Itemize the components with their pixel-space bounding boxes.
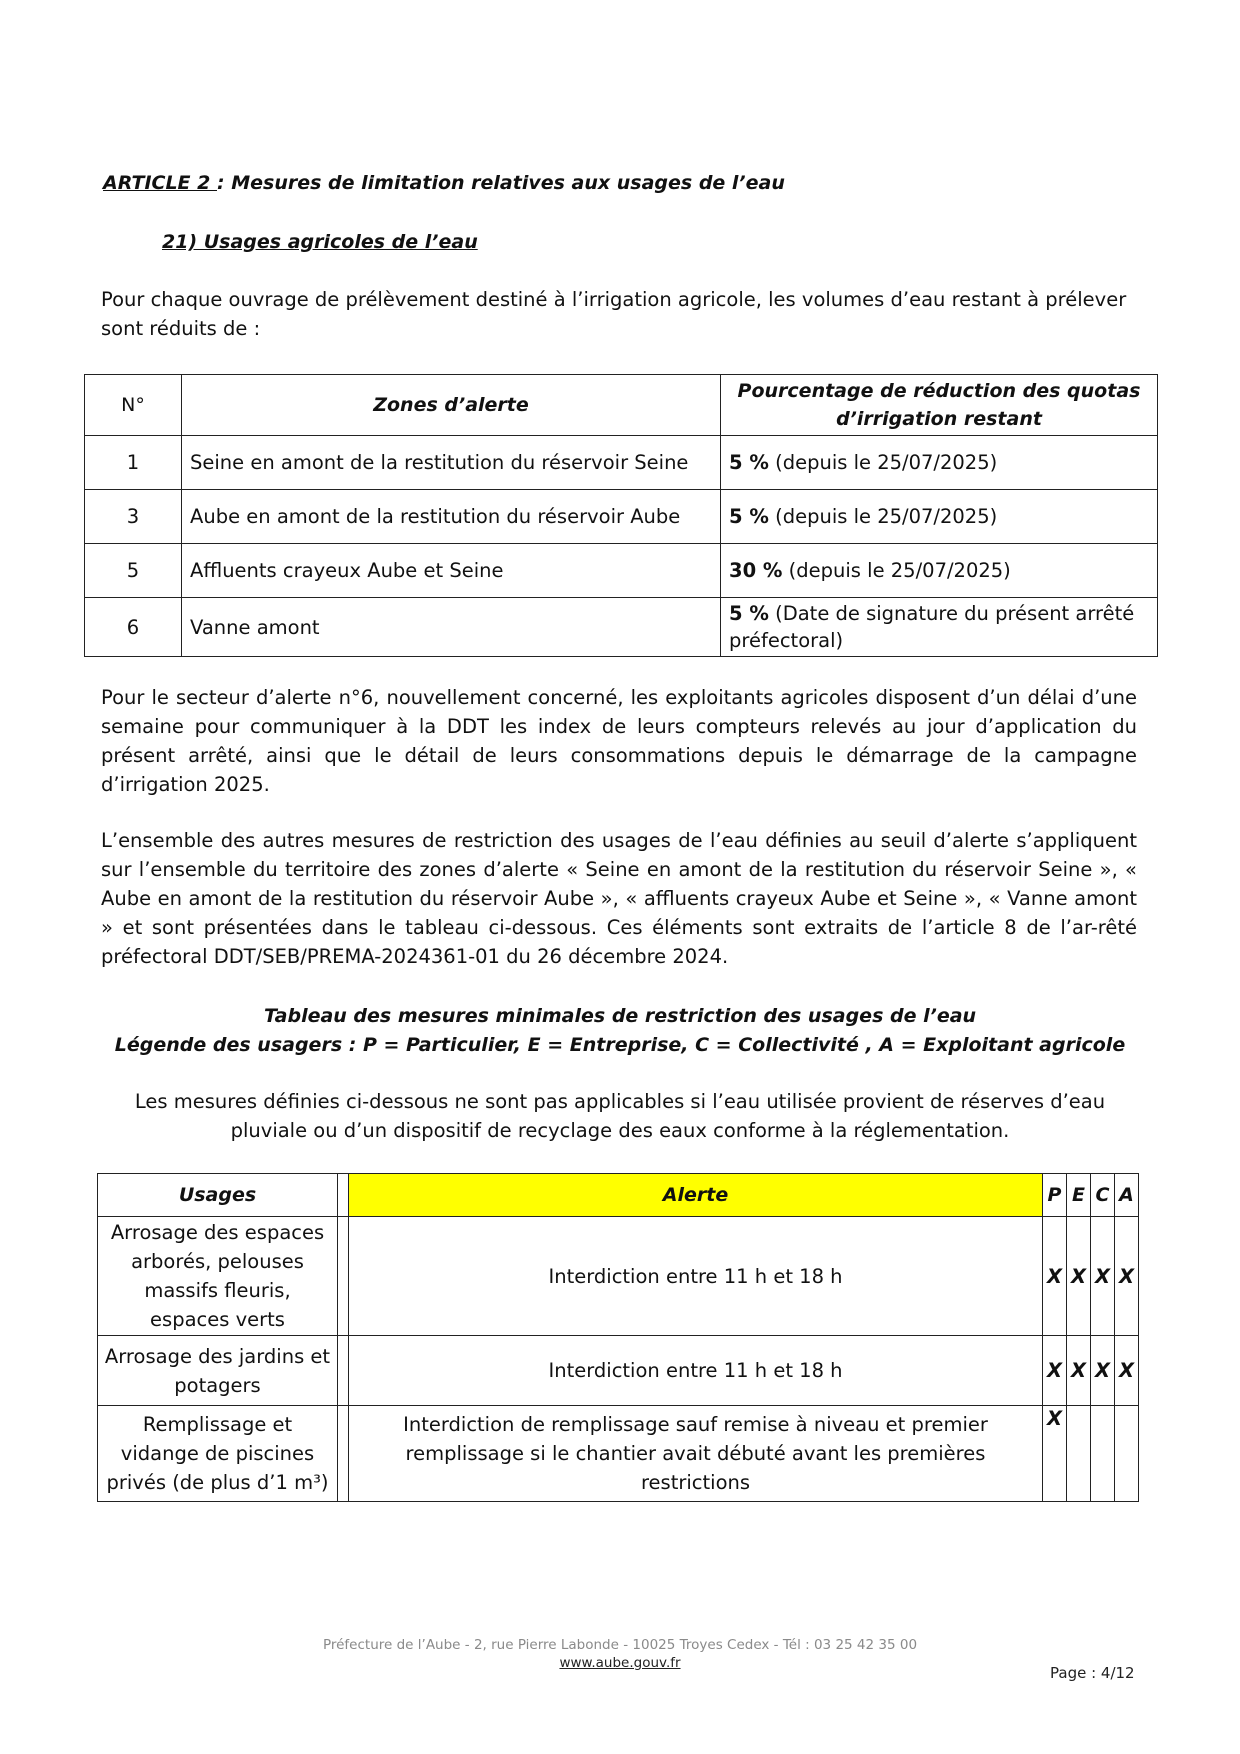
table-row: [85, 436, 1158, 490]
col-header-pct: Pourcentage de réduction des quotas d’irrigation restant: [721, 375, 1158, 436]
table2-note: Les mesures définies ci-dessous ne sont pas applicables si l’eau utilisée provient de réserves d’eau pluviale ou d’un dispositif de recyclage des eaux conforme à la réglementation.: [134, 1090, 1106, 1142]
mark-e: X: [1067, 1336, 1091, 1406]
pct-detail: (depuis le 25/07/2025): [782, 559, 1011, 582]
row-pct: [721, 490, 1158, 544]
page-footer: [200, 1636, 1040, 1672]
mark-p: X: [1043, 1406, 1067, 1502]
row-zone: Seine en amont de la restitution du réservoir Seine: [182, 436, 721, 490]
mark-a: X: [1115, 1336, 1139, 1406]
pct-detail: (Date de signature du présent arrêté préfectoral): [729, 602, 1135, 652]
mark-e: X: [1067, 1217, 1091, 1336]
row-num: 6: [85, 598, 182, 657]
col-header-alerte: Alerte: [349, 1174, 1043, 1217]
col-header-zone: Zones d’alerte: [182, 375, 721, 436]
row-num: 1: [85, 436, 182, 490]
spacer-cell: [338, 1336, 349, 1406]
mesure-cell: Interdiction de remplissage sauf remise à niveau et premier remplissage si le chantier avait débuté avant les premières restrictions: [349, 1406, 1043, 1502]
mark-c: [1091, 1406, 1115, 1502]
col-header-c: C: [1091, 1174, 1115, 1217]
pct-detail: (depuis le 25/07/2025): [768, 505, 998, 528]
mesure-cell: Interdiction entre 11 h et 18 h: [349, 1336, 1043, 1406]
article-title: : Mesures de limitation relatives aux usages de l’eau: [217, 172, 785, 194]
usage-cell: Arrosage des espaces arborés, pelouses massifs fleuris, espaces verts: [98, 1217, 338, 1336]
table-row: [85, 598, 1158, 657]
ensemble-paragraph: L’ensemble des autres mesures de restriction des usages de l’eau définies au seuil d’alerte s’appliquent sur l’ensemble du territoire des zones d’alerte « Seine en amont de la restitution du réservoir Seine », « Aube en amont de la restitution du réservoir Aube », « affluents crayeux Aube et Seine », « Vanne amont » et sont présentées dans le tableau ci-dessous. Ces éléments sont extraits de l’article 8 de l’ar-rêté préfectoral DDT/SEB/PREMA-2024361-01 du 26 décembre 2024.: [101, 829, 1137, 968]
reduction-table: [84, 374, 1158, 657]
row-zone: Affluents crayeux Aube et Seine: [182, 544, 721, 598]
pct-value: 30 %: [729, 559, 783, 582]
mark-a: [1115, 1406, 1139, 1502]
table2-title: Tableau des mesures minimales de restriction des usages de l’eau: [263, 1005, 977, 1027]
mark-c: X: [1091, 1217, 1115, 1336]
row-num: 3: [85, 490, 182, 544]
footer-address: Préfecture de l’Aube - 2, rue Pierre Labonde - 10025 Troyes Cedex - Tél : 03 25 42 35 00: [322, 1637, 918, 1653]
row-pct: [721, 544, 1158, 598]
col-header-num: N°: [85, 375, 182, 436]
col-header-e: E: [1067, 1174, 1091, 1217]
pct-detail: (depuis le 25/07/2025): [768, 451, 998, 474]
mesure-cell: Interdiction entre 11 h et 18 h: [349, 1217, 1043, 1336]
table-header-row: [85, 375, 1158, 436]
table-row: [98, 1217, 1139, 1336]
row-pct: [721, 436, 1158, 490]
table2-heading: [100, 1002, 1140, 1060]
pct-value: 5 %: [729, 505, 769, 528]
col-header-usages: Usages: [98, 1174, 338, 1217]
section-title: 21) Usages agricoles de l’eau: [162, 231, 478, 253]
row-num: 5: [85, 544, 182, 598]
table-row: [85, 544, 1158, 598]
article-heading: [103, 172, 785, 194]
spacer-cell: [338, 1217, 349, 1336]
row-zone: Aube en amont de la restitution du réservoir Aube: [182, 490, 721, 544]
article-label: ARTICLE 2: [103, 172, 217, 194]
table-header-row: [98, 1174, 1139, 1217]
col-header-p: P: [1043, 1174, 1067, 1217]
mark-p: X: [1043, 1217, 1067, 1336]
mark-e: [1067, 1406, 1091, 1502]
secteur-paragraph: Pour le secteur d’alerte n°6, nouvellement concerné, les exploitants agricoles disposent d’un délai d’une semaine pour communiquer à la DDT les index de leurs compteurs relevés au jour d’application du présent arrêté, ainsi que le détail de leurs consommations depuis le démarrage de la campagne d’irrigation 2025.: [101, 686, 1137, 796]
table-row: [98, 1406, 1139, 1502]
col-header-a: A: [1115, 1174, 1139, 1217]
table2-legend: Légende des usagers : P = Particulier, E = Entreprise, C = Collectivité , A = Exploitant agricole: [114, 1034, 1126, 1056]
table-row: [98, 1336, 1139, 1406]
col-spacer: [338, 1174, 349, 1217]
restriction-table: [97, 1173, 1139, 1502]
usage-cell: Remplissage et vidange de piscines privés (de plus d’1 m³): [98, 1406, 338, 1502]
mark-p: X: [1043, 1336, 1067, 1406]
row-pct: [721, 598, 1158, 657]
mark-c: X: [1091, 1336, 1115, 1406]
pct-value: 5 %: [729, 451, 769, 474]
intro-paragraph: Pour chaque ouvrage de prélèvement destiné à l’irrigation agricole, les volumes d’eau restant à prélever sont réduits de :: [101, 288, 1127, 340]
spacer-cell: [338, 1406, 349, 1502]
usage-cell: Arrosage des jardins et potagers: [98, 1336, 338, 1406]
page-number: Page : 4/12: [1050, 1664, 1135, 1682]
row-zone: Vanne amont: [182, 598, 721, 657]
mark-a: X: [1115, 1217, 1139, 1336]
table-row: [85, 490, 1158, 544]
footer-website-link[interactable]: www.aube.gouv.fr: [559, 1655, 681, 1671]
pct-value: 5 %: [729, 602, 769, 625]
